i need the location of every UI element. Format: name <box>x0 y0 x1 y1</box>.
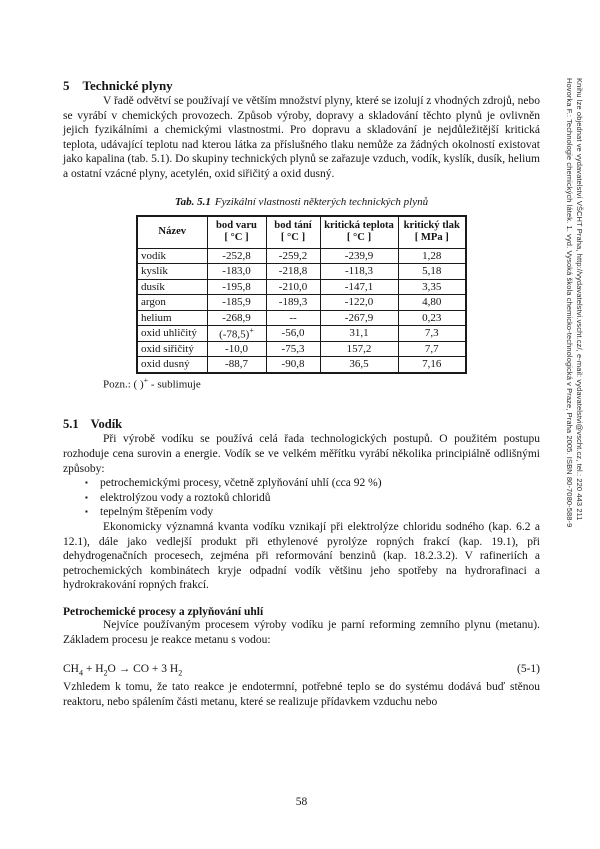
section-paragraph-3: Nejvíce používaným procesem výroby vodíku je parní reforming zemního plynu (metanu). Základem procesu je reakce metanu s vodou: <box>63 618 540 646</box>
table-note-sup: + <box>143 375 149 385</box>
value-cell: -183,0 <box>207 264 266 280</box>
section-heading <box>63 417 540 432</box>
value-cell: -195,8 <box>207 279 266 295</box>
column-header: bod tání [ °C ] <box>266 216 320 249</box>
bullet-text: petrochemickými procesy, včetně zplyňování uhlí (cca 92 %) <box>100 477 382 490</box>
eq-part: CH <box>63 663 79 676</box>
value-cell: 31,1 <box>320 326 398 342</box>
column-header: Název <box>137 216 207 249</box>
gas-name-cell: vodík <box>137 248 207 264</box>
value-cell: 4,80 <box>398 295 466 311</box>
subsection-heading: Petrochemické procesy a zplyňování uhlí <box>63 605 264 618</box>
value-cell: -185,9 <box>207 295 266 311</box>
eq-sub: 2 <box>178 668 183 678</box>
chapter-number: 5 <box>63 78 70 93</box>
value-cell: -75,3 <box>266 341 320 357</box>
value-cell: 7,16 <box>398 357 466 373</box>
table-row <box>137 248 466 264</box>
equation-number: (5-1) <box>517 663 540 676</box>
value-cell: -239,9 <box>320 248 398 264</box>
table-row <box>137 264 466 280</box>
table-note <box>103 376 540 391</box>
table-body <box>137 248 466 373</box>
value-cell: -90,8 <box>266 357 320 373</box>
value-cell: -268,9 <box>207 310 266 326</box>
value-cell: 7,3 <box>398 326 466 342</box>
value-cell: 3,35 <box>398 279 466 295</box>
section-title-text: Vodík <box>90 417 123 432</box>
table-note-prefix: Pozn.: ( ) <box>103 378 144 391</box>
bullet-item <box>85 476 540 491</box>
column-header: bod varu [ °C ] <box>207 216 266 249</box>
value-cell: 36,5 <box>320 357 398 373</box>
table-row <box>137 341 466 357</box>
value-cell: -259,2 <box>266 248 320 264</box>
table-row <box>137 295 466 311</box>
table-row <box>137 310 466 326</box>
gas-name-cell: dusík <box>137 279 207 295</box>
intro-paragraph: V řadě odvětví se používají ve větším množství plyny, které se izolují z vhodných zdrojů, nebo se vyrábí v chemických provozech. Způsob výroby, dopravy a skladování těchto plynů je ovlivněn jejich fyzikálními a chemickými vlastnostmi. Pro dopravu a skladování je nejdůležitější kritická teplota, udávající teplotu nad kterou látka za příslušného tlaku nemůže za žádných okolností existovat jako kapalina (tab. 5.1). Do skupiny technických plynů se zařazuje vzduch, vodík, kyslík, dusík, helium a ostatní vzácné plyny, acetylén, oxid siřičitý a oxid dusný. <box>63 95 540 180</box>
value-cell: -88,7 <box>207 357 266 373</box>
bullet-list <box>63 476 540 520</box>
table-row <box>137 357 466 373</box>
column-header: kritický tlak [ MPa ] <box>398 216 466 249</box>
table-caption-label: Tab. 5.1 <box>174 195 211 208</box>
equation-row <box>63 662 540 680</box>
eq-part: O → CO + 3 H <box>107 663 179 676</box>
bullet-item <box>85 505 540 520</box>
section-paragraph-1: Při výrobě vodíku se používá celá řada technologických postupů. O použitém postupu rozhoduje cena surovin a energie. Vodík se ve velkém měřítku vyrábí několika principiálně odlišnými způsoby: <box>63 433 540 475</box>
chapter-heading <box>63 78 540 94</box>
eq-sub: 4 <box>78 668 83 678</box>
equation-formula <box>63 662 182 680</box>
page-content <box>63 70 540 710</box>
table-caption-text: Fyzikální vlastnosti některých technických plynů <box>214 195 429 208</box>
gas-name-cell: argon <box>137 295 207 311</box>
table-header-row <box>137 216 466 249</box>
eq-sub: 2 <box>103 668 108 678</box>
section-number: 5.1 <box>63 417 79 432</box>
section-paragraph-2: Ekonomicky významná kvanta vodíku vznikají při elektrolýze chloridu sodného (kap. 6.2 a 12.1), dále jako vedlejší produkt při ethylenové pyrolýze ropných frakcí (kap. 19.1), při dehydrogenačních procesech, zejména při reformování benzinů (kap. 18.2.3.2). V rafineriích a petrochemických kombinátech kryje odpadní vodík většinu jeho spotřeby na hydrorafinaci a hydrokrakování ropných frakcí. <box>63 520 540 592</box>
bullet-icon: ▪ <box>85 478 88 488</box>
table-note-suffix: - sublimuje <box>148 378 201 391</box>
table-caption <box>63 196 540 208</box>
value-cell: -56,0 <box>266 326 320 342</box>
value-cell: -118,3 <box>320 264 398 280</box>
value-cell: -10,0 <box>207 341 266 357</box>
gas-name-cell: oxid dusný <box>137 357 207 373</box>
value-cell: 7,7 <box>398 341 466 357</box>
bullet-icon: ▪ <box>85 507 88 517</box>
value-cell: -267,9 <box>320 310 398 326</box>
value-cell: -252,8 <box>207 248 266 264</box>
value-cell: 157,2 <box>320 341 398 357</box>
sidebar-citation-text: Hovorka F.: Technologie chemických látek. 1. vyd. Vysoká škola chemicko-technologická v Praze, Praha 2005. ISBN 80-7080-588-9 <box>565 78 574 528</box>
value-cell: -- <box>266 310 320 326</box>
bullet-text: tepelným štěpením vody <box>100 506 214 519</box>
value-cell: -122,0 <box>320 295 398 311</box>
value-cell: -210,0 <box>266 279 320 295</box>
gas-properties-table <box>136 215 467 374</box>
value-cell: 1,28 <box>398 248 466 264</box>
bullet-icon: ▪ <box>85 492 88 502</box>
sidebar-ordering-text: Knihu lze objednat ve vydavatelství VŠCHT Praha, http://vydavatelstvi.vscht.cz/, e-mail: vydavatelstvi@vscht.cz, tel.: 220 443 211 <box>575 78 584 521</box>
value-cell: -189,3 <box>266 295 320 311</box>
value-cell: 5,18 <box>398 264 466 280</box>
eq-part: + H <box>82 663 104 676</box>
gas-name-cell: helium <box>137 310 207 326</box>
chapter-title-text: Technické plyny <box>82 78 173 93</box>
section-paragraph-4: Vzhledem k tomu, že tato reakce je endotermní, potřebné teplo se do systému dodává buď stěnou reaktoru, nebo spálením části metanu, které se realizuje přídavkem vzduchu nebo <box>63 681 540 708</box>
table-row <box>137 326 466 342</box>
value-cell: 0,23 <box>398 310 466 326</box>
table-row <box>137 279 466 295</box>
value-cell: -147,1 <box>320 279 398 295</box>
gas-name-cell: oxid siřičitý <box>137 341 207 357</box>
gas-name-cell: kyslík <box>137 264 207 280</box>
page-number: 58 <box>295 796 308 808</box>
column-header: kritická teplota [ °C ] <box>320 216 398 249</box>
bullet-item <box>85 491 540 506</box>
value-cell: -218,8 <box>266 264 320 280</box>
gas-name-cell: oxid uhličitý <box>137 326 207 342</box>
bullet-text: elektrolýzou vody a roztoků chloridů <box>100 491 271 504</box>
value-cell: (-78,5)+ <box>207 326 266 342</box>
